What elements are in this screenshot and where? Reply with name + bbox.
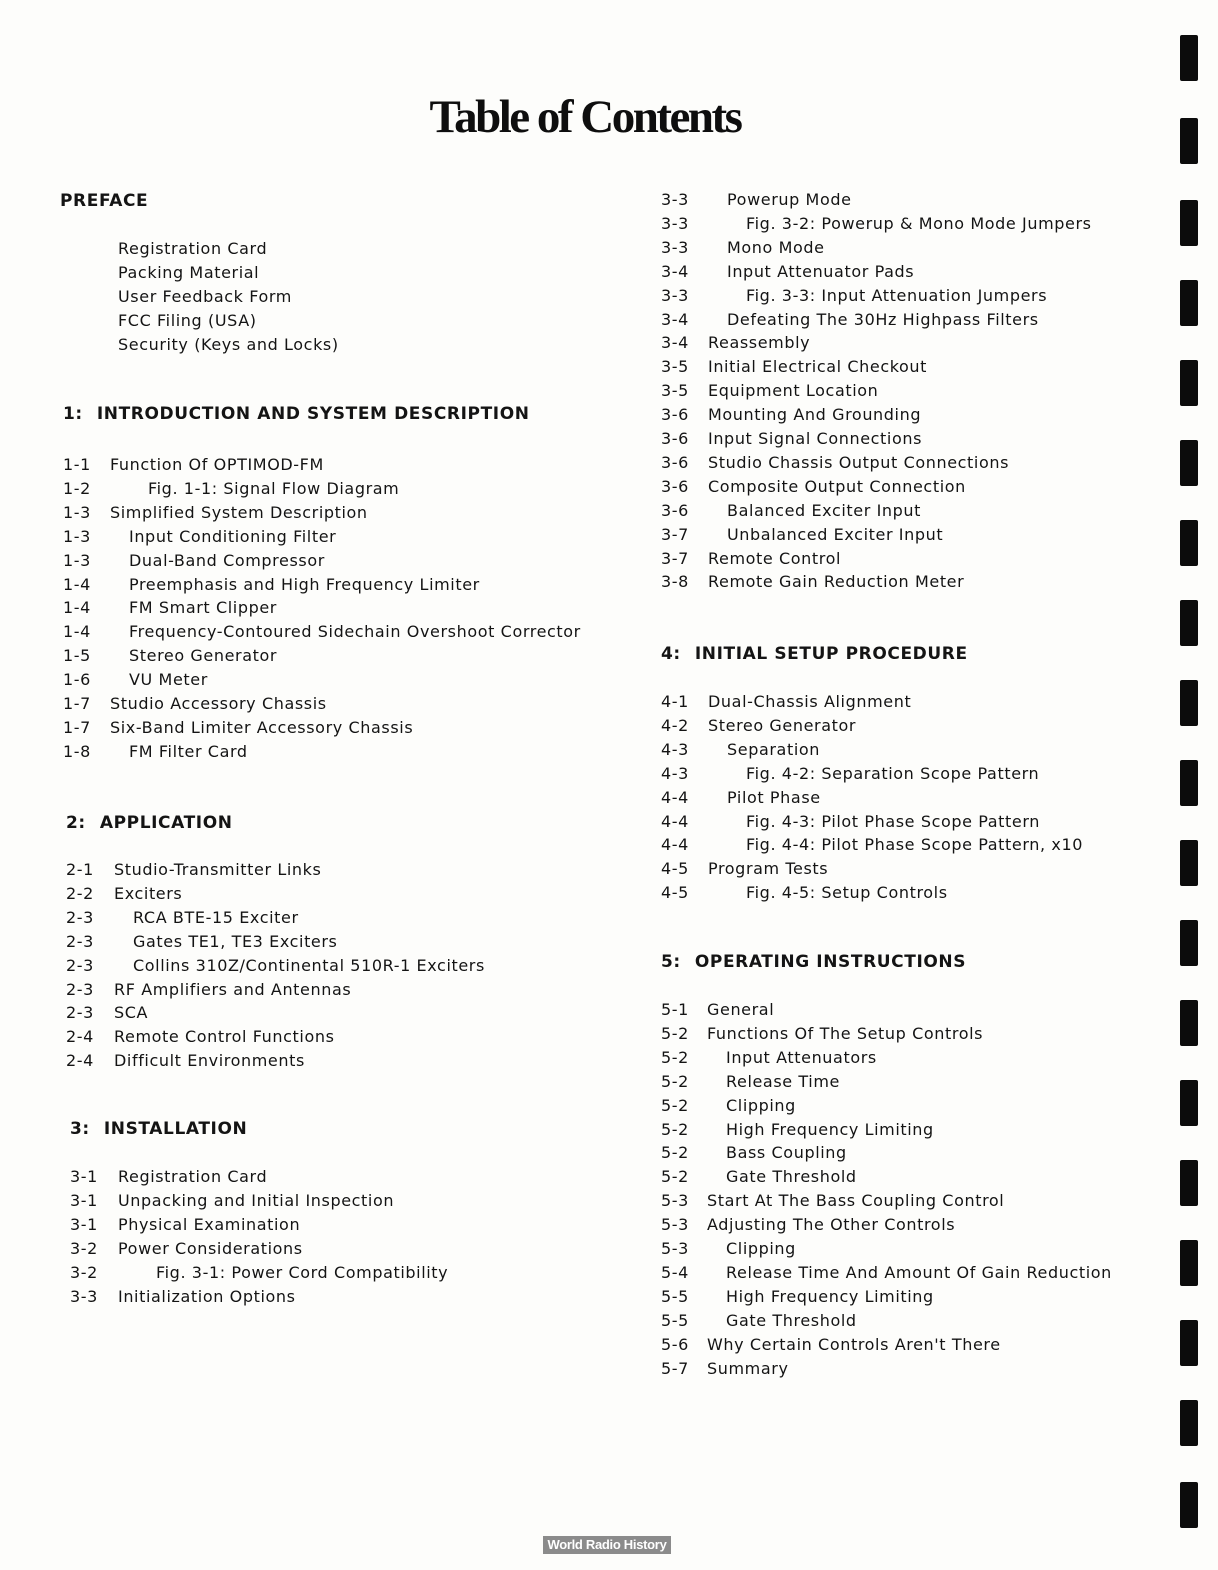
entry-title: Input Attenuators bbox=[726, 1047, 877, 1067]
entry-title: Pilot Phase bbox=[727, 787, 821, 807]
entry-title: Fig. 4-3: Pilot Phase Scope Pattern bbox=[746, 811, 1041, 831]
entry-title: Initialization Options bbox=[118, 1286, 296, 1306]
entry-page-number: 1-2 bbox=[63, 478, 91, 498]
entry-page-number: 3-6 bbox=[661, 476, 689, 496]
entry-page-number: 5-2 bbox=[661, 1095, 689, 1115]
entry-title: Remote Control Functions bbox=[114, 1027, 335, 1047]
edge-mark bbox=[1180, 118, 1198, 164]
edge-mark bbox=[1180, 760, 1198, 806]
entry-page-number: 2-2 bbox=[66, 883, 94, 903]
entry-page-number: 3-2 bbox=[70, 1238, 98, 1258]
entry-title: Frequency-Contoured Sidechain Overshoot Corrector bbox=[129, 622, 581, 642]
entry-page-number: 3-6 bbox=[661, 405, 689, 425]
entry-page-number: 3-4 bbox=[661, 333, 689, 353]
edge-mark bbox=[1180, 520, 1198, 566]
entry-page-number: 3-3 bbox=[70, 1286, 98, 1306]
entry-page-number: 2-4 bbox=[66, 1051, 94, 1071]
entry-page-number: 1-3 bbox=[63, 550, 91, 570]
edge-mark bbox=[1180, 1482, 1198, 1528]
entry-page-number: 4-4 bbox=[661, 835, 689, 855]
entry-title: Input Attenuator Pads bbox=[727, 261, 915, 281]
section-number: 2: bbox=[66, 813, 86, 833]
entry-title: Collins 310Z/Continental 510R-1 Exciters bbox=[133, 955, 485, 975]
entry-page-number: 3-4 bbox=[661, 309, 689, 329]
edge-mark bbox=[1180, 840, 1198, 886]
entry-title: Unpacking and Initial Inspection bbox=[118, 1190, 395, 1210]
preface-item: Security (Keys and Locks) bbox=[118, 334, 339, 354]
entry-page-number: 1-8 bbox=[63, 741, 91, 761]
entry-page-number: 5-2 bbox=[661, 1167, 689, 1187]
entry-title: Release Time bbox=[726, 1071, 840, 1091]
section-title: INSTALLATION bbox=[103, 1119, 248, 1139]
entry-page-number: 2-3 bbox=[66, 1003, 94, 1023]
footer-badge: World Radio History bbox=[543, 1536, 671, 1554]
entry-title: RCA BTE-15 Exciter bbox=[133, 907, 299, 927]
entry-page-number: 3-7 bbox=[661, 548, 689, 568]
section-title: APPLICATION bbox=[99, 813, 233, 833]
entry-page-number: 3-6 bbox=[661, 500, 689, 520]
edge-mark bbox=[1180, 1400, 1198, 1446]
entry-page-number: 5-3 bbox=[661, 1215, 689, 1235]
entry-title: Physical Examination bbox=[118, 1214, 301, 1234]
entry-title: Dual-Chassis Alignment bbox=[708, 692, 912, 711]
edge-mark bbox=[1180, 360, 1198, 406]
entry-page-number: 4-4 bbox=[661, 787, 689, 807]
entry-title: Studio Accessory Chassis bbox=[110, 694, 327, 713]
entry-title: SCA bbox=[114, 1003, 149, 1023]
entry-title: FM Smart Clipper bbox=[129, 598, 277, 618]
edge-mark bbox=[1180, 440, 1198, 486]
entry-page-number: 1-4 bbox=[63, 598, 91, 618]
entry-page-number: 1-3 bbox=[63, 502, 91, 522]
edge-mark bbox=[1180, 35, 1198, 81]
entry-page-number: 3-8 bbox=[661, 572, 689, 592]
entry-page-number: 3-1 bbox=[70, 1214, 98, 1234]
entry-title: Input Signal Connections bbox=[708, 429, 923, 448]
entry-page-number: 1-6 bbox=[63, 670, 91, 690]
entry-page-number: 5-6 bbox=[661, 1334, 689, 1354]
entry-title: Exciters bbox=[114, 883, 183, 903]
entry-title: Why Certain Controls Aren't There bbox=[707, 1334, 1001, 1354]
entry-title: Release Time And Amount Of Gain Reduction bbox=[726, 1262, 1112, 1282]
entry-title: VU Meter bbox=[129, 670, 208, 690]
entry-title: RF Amplifiers and Antennas bbox=[114, 979, 352, 999]
section-heading bbox=[66, 813, 233, 833]
section-title: OPERATING INSTRUCTIONS bbox=[694, 952, 967, 972]
entry-title: Fig. 3-3: Input Attenuation Jumpers bbox=[746, 285, 1048, 305]
entry-title: Fig. 4-4: Pilot Phase Scope Pattern, x10 bbox=[746, 835, 1084, 855]
entry-title: Initial Electrical Checkout bbox=[708, 357, 928, 377]
entry-title: Unbalanced Exciter Input bbox=[727, 524, 944, 544]
entry-title: Reassembly bbox=[708, 333, 811, 353]
edge-mark bbox=[1180, 1320, 1198, 1366]
entry-page-number: 2-3 bbox=[66, 931, 94, 951]
entry-page-number: 4-4 bbox=[661, 811, 689, 831]
entry-page-number: 3-3 bbox=[661, 190, 689, 209]
entry-page-number: 2-3 bbox=[66, 955, 94, 975]
entry-title: Function Of OPTIMOD-FM bbox=[110, 455, 324, 474]
edge-mark bbox=[1180, 920, 1198, 966]
entry-title: Mono Mode bbox=[727, 237, 825, 257]
entry-page-number: 1-4 bbox=[63, 574, 91, 594]
entry-page-number: 2-3 bbox=[66, 907, 94, 927]
preface-item: User Feedback Form bbox=[118, 286, 292, 306]
section-heading bbox=[661, 644, 968, 664]
entry-title: Fig. 3-1: Power Cord Compatibility bbox=[156, 1262, 449, 1282]
entry-page-number: 3-6 bbox=[661, 452, 689, 472]
entry-title: Remote Gain Reduction Meter bbox=[708, 572, 965, 592]
entry-title: Difficult Environments bbox=[114, 1051, 305, 1071]
entry-page-number: 2-4 bbox=[66, 1027, 94, 1047]
entry-page-number: 1-7 bbox=[63, 717, 91, 737]
entry-title: Fig. 1-1: Signal Flow Diagram bbox=[148, 478, 400, 498]
entry-page-number: 5-2 bbox=[661, 1047, 689, 1067]
entry-page-number: 5-3 bbox=[661, 1191, 689, 1211]
entry-title: Program Tests bbox=[708, 859, 829, 879]
section-number: 5: bbox=[661, 952, 681, 972]
edge-mark bbox=[1180, 600, 1198, 646]
entry-title: Fig. 3-2: Powerup & Mono Mode Jumpers bbox=[746, 213, 1092, 233]
edge-mark bbox=[1180, 680, 1198, 726]
entry-title: Input Conditioning Filter bbox=[129, 526, 337, 546]
entry-page-number: 3-3 bbox=[661, 285, 689, 305]
edge-mark bbox=[1180, 1080, 1198, 1126]
page-title: Table of Contents bbox=[429, 91, 741, 143]
entry-title: Equipment Location bbox=[708, 381, 879, 401]
entry-title: Clipping bbox=[726, 1095, 796, 1115]
entry-title: General bbox=[707, 1000, 775, 1019]
preface-heading: PREFACE bbox=[60, 191, 149, 211]
edge-mark bbox=[1180, 1160, 1198, 1206]
entry-title: Start At The Bass Coupling Control bbox=[707, 1191, 1005, 1211]
section-number: 3: bbox=[70, 1119, 90, 1139]
section-heading bbox=[70, 1119, 247, 1139]
entry-page-number: 5-2 bbox=[661, 1119, 689, 1139]
entry-title: Composite Output Connection bbox=[708, 476, 966, 496]
entry-title: Gates TE1, TE3 Exciters bbox=[133, 931, 338, 951]
binding-edge-marks bbox=[1176, 0, 1206, 1570]
entry-title: Clipping bbox=[726, 1239, 796, 1258]
entry-page-number: 3-3 bbox=[661, 213, 689, 233]
entry-page-number: 4-5 bbox=[661, 883, 689, 903]
entry-page-number: 3-5 bbox=[661, 357, 689, 377]
entry-title: Separation bbox=[727, 739, 820, 759]
entry-page-number: 5-1 bbox=[661, 1000, 689, 1019]
entry-title: Dual-Band Compressor bbox=[129, 550, 325, 570]
entry-page-number: 3-1 bbox=[70, 1190, 98, 1210]
entry-title: Functions Of The Setup Controls bbox=[707, 1023, 984, 1043]
section-heading bbox=[661, 952, 966, 972]
entry-title: Defeating The 30Hz Highpass Filters bbox=[727, 309, 1039, 329]
entry-page-number: 3-7 bbox=[661, 524, 689, 544]
entry-title: Studio-Transmitter Links bbox=[114, 860, 322, 879]
entry-page-number: 4-1 bbox=[661, 692, 689, 711]
entry-page-number: 1-3 bbox=[63, 526, 91, 546]
section-number: 1: bbox=[63, 404, 83, 424]
edge-mark bbox=[1180, 200, 1198, 246]
entry-page-number: 5-5 bbox=[661, 1286, 689, 1306]
entry-title: Simplified System Description bbox=[110, 502, 368, 522]
entry-title: Bass Coupling bbox=[726, 1143, 847, 1163]
entry-page-number: 1-1 bbox=[63, 455, 91, 474]
entry-title: Summary bbox=[707, 1358, 789, 1378]
entry-title: Six-Band Limiter Accessory Chassis bbox=[110, 717, 414, 737]
entry-title: Gate Threshold bbox=[726, 1167, 857, 1187]
section-title: INITIAL SETUP PROCEDURE bbox=[694, 644, 968, 664]
entry-page-number: 3-1 bbox=[70, 1167, 98, 1186]
entry-title: Powerup Mode bbox=[727, 190, 852, 209]
entry-page-number: 5-4 bbox=[661, 1262, 689, 1282]
section-number: 4: bbox=[661, 644, 681, 664]
entry-title: Fig. 4-5: Setup Controls bbox=[746, 883, 948, 903]
entry-title: Fig. 4-2: Separation Scope Pattern bbox=[746, 763, 1040, 783]
entry-page-number: 5-2 bbox=[661, 1143, 689, 1163]
entry-page-number: 5-2 bbox=[661, 1023, 689, 1043]
entry-title: Mounting And Grounding bbox=[708, 405, 922, 425]
entry-title: Gate Threshold bbox=[726, 1310, 857, 1330]
preface-item: Packing Material bbox=[118, 262, 260, 282]
entry-page-number: 1-4 bbox=[63, 622, 91, 642]
edge-mark bbox=[1180, 1240, 1198, 1286]
section-title: INTRODUCTION AND SYSTEM DESCRIPTION bbox=[96, 404, 530, 424]
entry-page-number: 5-3 bbox=[661, 1239, 689, 1258]
entry-title: Power Considerations bbox=[118, 1238, 303, 1258]
entry-title: Stereo Generator bbox=[708, 715, 857, 735]
edge-mark bbox=[1180, 1000, 1198, 1046]
entry-title: Studio Chassis Output Connections bbox=[708, 452, 1010, 472]
entry-page-number: 1-7 bbox=[63, 694, 91, 713]
entry-page-number: 2-3 bbox=[66, 979, 94, 999]
entry-page-number: 5-2 bbox=[661, 1071, 689, 1091]
entry-page-number: 3-2 bbox=[70, 1262, 98, 1282]
section-heading bbox=[63, 404, 530, 424]
entry-page-number: 1-5 bbox=[63, 646, 91, 666]
entry-title: FM Filter Card bbox=[129, 741, 248, 761]
entry-title: High Frequency Limiting bbox=[726, 1286, 934, 1306]
entry-page-number: 3-4 bbox=[661, 261, 689, 281]
entry-page-number: 4-3 bbox=[661, 763, 689, 783]
preface-item: Registration Card bbox=[118, 239, 268, 258]
entry-page-number: 5-7 bbox=[661, 1358, 689, 1378]
entry-page-number: 4-3 bbox=[661, 739, 689, 759]
entry-title: Stereo Generator bbox=[129, 646, 278, 666]
entry-page-number: 4-5 bbox=[661, 859, 689, 879]
edge-mark bbox=[1180, 280, 1198, 326]
preface-item: FCC Filing (USA) bbox=[118, 310, 257, 330]
entry-title: Remote Control bbox=[708, 548, 842, 568]
entry-page-number: 4-2 bbox=[661, 715, 689, 735]
entry-title: Balanced Exciter Input bbox=[727, 500, 922, 520]
entry-page-number: 3-6 bbox=[661, 429, 689, 448]
entry-title: Registration Card bbox=[118, 1167, 268, 1186]
entry-title: Preemphasis and High Frequency Limiter bbox=[129, 574, 480, 594]
entry-title: Adjusting The Other Controls bbox=[707, 1215, 956, 1235]
entry-page-number: 2-1 bbox=[66, 860, 94, 879]
entry-page-number: 5-5 bbox=[661, 1310, 689, 1330]
entry-page-number: 3-3 bbox=[661, 237, 689, 257]
entry-title: High Frequency Limiting bbox=[726, 1119, 934, 1139]
entry-page-number: 3-5 bbox=[661, 381, 689, 401]
